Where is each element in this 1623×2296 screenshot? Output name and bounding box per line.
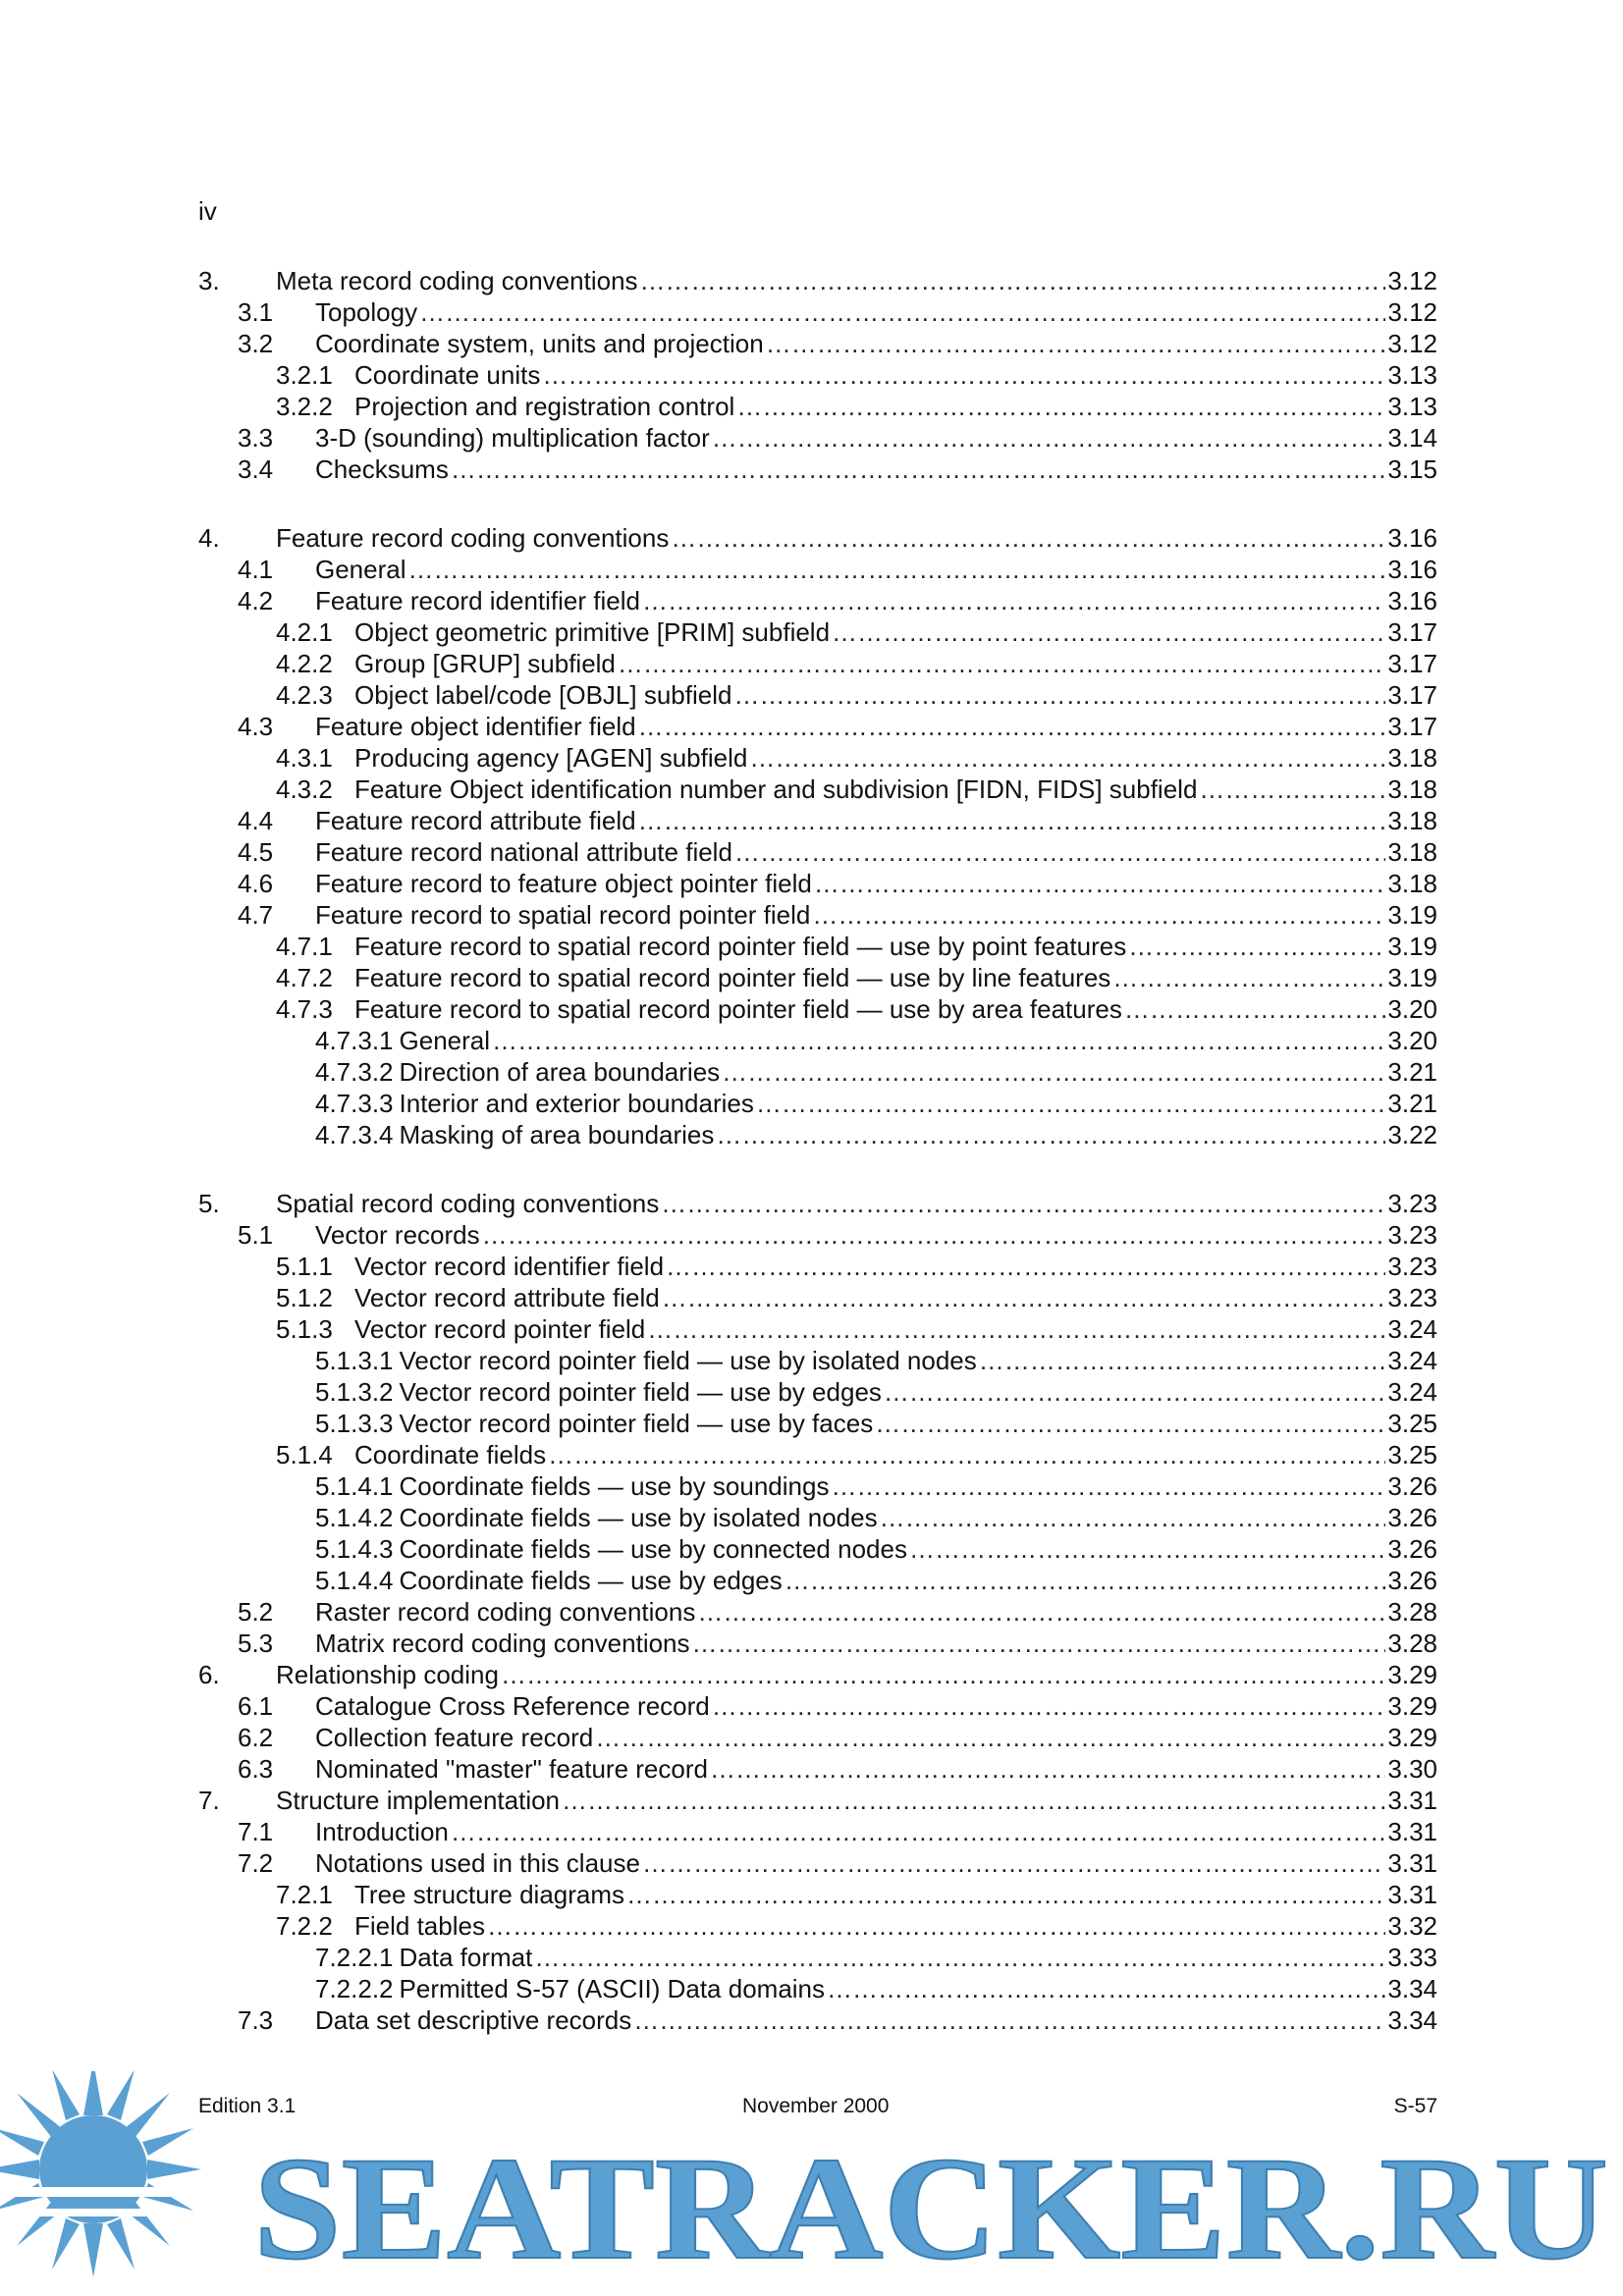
toc-entry[interactable] xyxy=(198,328,1437,359)
toc-entry[interactable] xyxy=(198,1219,1437,1251)
toc-entry[interactable] xyxy=(198,554,1437,585)
toc-entry-page: 3.33 xyxy=(1387,1943,1437,1972)
toc-dot-leader xyxy=(749,742,1385,774)
toc-entry[interactable] xyxy=(198,1879,1437,1910)
toc-entry-number: 3.3 xyxy=(238,423,274,453)
toc-entry[interactable] xyxy=(198,1376,1437,1408)
toc-entry-number: 4.3.2 xyxy=(276,774,333,804)
footer-date: November 2000 xyxy=(742,2095,890,2117)
toc-entry-number: 7.1 xyxy=(238,1817,274,1846)
toc-entry-title: Tree structure diagrams xyxy=(354,1880,625,1909)
toc-dot-leader xyxy=(618,648,1386,679)
toc-entry[interactable] xyxy=(198,1313,1437,1345)
toc-entry[interactable] xyxy=(198,1565,1437,1596)
toc-entry-title: Feature record to feature object pointer field xyxy=(315,869,812,898)
seatracker-watermark-logo xyxy=(0,2071,1623,2296)
toc-dot-leader xyxy=(712,1690,1386,1722)
toc-dot-leader xyxy=(419,296,1385,328)
toc-entry-number: 6.3 xyxy=(238,1754,274,1784)
toc-entry-title: Vector records xyxy=(315,1220,480,1250)
toc-entry-title: Feature record national attribute field xyxy=(315,837,732,867)
toc-entry-title: Field tables xyxy=(354,1911,485,1941)
toc-dot-leader xyxy=(710,1753,1385,1785)
toc-dot-leader xyxy=(827,1973,1385,2004)
toc-dot-leader xyxy=(548,1439,1385,1470)
toc-entry-number: 5.1.4.3 xyxy=(315,1534,394,1564)
toc-entry[interactable] xyxy=(198,679,1437,711)
toc-entry-page: 3.16 xyxy=(1387,586,1437,615)
toc-entry[interactable] xyxy=(198,1188,1437,1219)
toc-entry-title: Projection and registration control xyxy=(354,392,735,421)
toc-entry[interactable] xyxy=(198,1502,1437,1533)
toc-entry-number: 6.1 xyxy=(238,1691,274,1721)
toc-entry-page: 3.32 xyxy=(1387,1911,1437,1941)
toc-entry-title: Feature Object identification number and subdivision [FIDN, FIDS] subfield xyxy=(354,774,1198,804)
toc-entry-number: 5.1.3 xyxy=(276,1314,333,1344)
toc-entry-number: 5.1.1 xyxy=(276,1252,333,1281)
toc-entry-page: 3.12 xyxy=(1387,329,1437,358)
toc-entry[interactable] xyxy=(198,296,1437,328)
toc-entry-title: Checksums xyxy=(315,454,449,484)
toc-entry-page: 3.16 xyxy=(1387,523,1437,553)
toc-entry-title: Coordinate fields — use by soundings xyxy=(399,1471,830,1501)
toc-entry-title: Feature record coding conventions xyxy=(276,523,670,553)
footer-edition: Edition 3.1 xyxy=(198,2095,297,2117)
toc-entry[interactable] xyxy=(198,1659,1437,1690)
toc-dot-leader xyxy=(647,1313,1385,1345)
toc-entry[interactable] xyxy=(198,1056,1437,1088)
toc-entry-number: 4. xyxy=(198,523,220,553)
toc-entry-number: 4.2.2 xyxy=(276,649,333,678)
toc-entry-number: 4.2.1 xyxy=(276,617,333,647)
toc-entry-number: 3.1 xyxy=(238,297,274,327)
toc-entry-page: 3.23 xyxy=(1387,1283,1437,1312)
toc-entry[interactable] xyxy=(198,1785,1437,1816)
toc-entry-title: Feature record to spatial record pointer field — use by point features xyxy=(354,932,1127,961)
toc-dot-leader xyxy=(642,585,1385,616)
toc-dot-leader xyxy=(712,422,1386,454)
toc-entry-number: 4.1 xyxy=(238,555,274,584)
toc-dot-leader xyxy=(884,1376,1385,1408)
toc-dot-leader xyxy=(734,836,1385,868)
toc-entry-title: Coordinate system, units and projection xyxy=(315,329,764,358)
toc-entry-number: 3.2 xyxy=(238,329,274,358)
toc-entry-title: Topology xyxy=(315,297,418,327)
toc-dot-leader xyxy=(492,1025,1385,1056)
toc-dot-leader xyxy=(1199,774,1385,805)
toc-entry[interactable] xyxy=(198,1722,1437,1753)
toc-entry[interactable] xyxy=(198,1910,1437,1942)
toc-entry-title: Introduction xyxy=(315,1817,449,1846)
footer-standard: S-57 xyxy=(1393,2095,1437,2117)
toc-entry-number: 4.2.3 xyxy=(276,680,333,710)
toc-entry-title: Vector record attribute field xyxy=(354,1283,660,1312)
toc-entry-page: 3.24 xyxy=(1387,1377,1437,1407)
toc-dot-leader xyxy=(1112,962,1385,993)
toc-entry-number: 4.7.1 xyxy=(276,932,333,961)
toc-entry[interactable] xyxy=(198,774,1437,805)
toc-dot-leader xyxy=(633,2004,1385,2036)
toc-entry[interactable] xyxy=(198,931,1437,962)
toc-entry-title: Matrix record coding conventions xyxy=(315,1629,690,1658)
toc-entry-title: Vector record pointer field — use by edges xyxy=(399,1377,882,1407)
toc-entry-page: 3.26 xyxy=(1387,1534,1437,1564)
toc-entry-title: Coordinate fields — use by isolated nodes xyxy=(399,1503,878,1532)
toc-entry-number: 4.7 xyxy=(238,900,274,930)
toc-dot-leader xyxy=(716,1119,1385,1150)
toc-entry-number: 4.7.3.3 xyxy=(315,1089,394,1118)
toc-entry[interactable] xyxy=(198,805,1437,836)
toc-entry[interactable] xyxy=(198,1470,1437,1502)
toc-entry[interactable] xyxy=(198,711,1437,742)
toc-entry-page: 3.29 xyxy=(1387,1691,1437,1721)
toc-entry-title: Coordinate fields xyxy=(354,1440,547,1469)
toc-entry-page: 3.19 xyxy=(1387,963,1437,992)
toc-entry-number: 4.5 xyxy=(238,837,274,867)
toc-entry-page: 3.18 xyxy=(1387,774,1437,804)
toc-entry-title: Raster record coding conventions xyxy=(315,1597,696,1627)
toc-entry-page: 3.18 xyxy=(1387,869,1437,898)
toc-entry-page: 3.23 xyxy=(1387,1252,1437,1281)
toc-entry[interactable] xyxy=(198,1088,1437,1119)
toc-dot-leader xyxy=(662,1282,1386,1313)
toc-entry-page: 3.24 xyxy=(1387,1346,1437,1375)
toc-dot-leader xyxy=(595,1722,1385,1753)
toc-entry[interactable] xyxy=(198,1439,1437,1470)
toc-entry-page: 3.34 xyxy=(1387,2005,1437,2035)
toc-entry-page: 3.16 xyxy=(1387,555,1437,584)
toc-entry-page: 3.12 xyxy=(1387,266,1437,295)
toc-entry-page: 3.23 xyxy=(1387,1220,1437,1250)
toc-entry-number: 4.7.3.1 xyxy=(315,1026,394,1055)
toc-entry-title: Data format xyxy=(399,1943,533,1972)
toc-entry-page: 3.31 xyxy=(1387,1848,1437,1878)
toc-entry[interactable] xyxy=(198,1847,1437,1879)
toc-dot-leader xyxy=(766,328,1386,359)
toc-entry-title: 3-D (sounding) multiplication factor xyxy=(315,423,710,453)
toc-entry[interactable] xyxy=(198,836,1437,868)
toc-dot-leader xyxy=(875,1408,1385,1439)
toc-entry-page: 3.25 xyxy=(1387,1440,1437,1469)
toc-entry-page: 3.17 xyxy=(1387,617,1437,647)
toc-entry[interactable] xyxy=(198,1282,1437,1313)
toc-entry-page: 3.14 xyxy=(1387,423,1437,453)
toc-entry-page: 3.26 xyxy=(1387,1471,1437,1501)
toc-dot-leader xyxy=(831,1470,1385,1502)
toc-entry-number: 5.1.4.2 xyxy=(315,1503,394,1532)
toc-entry[interactable] xyxy=(198,1753,1437,1785)
toc-entry-number: 7.2.2.1 xyxy=(315,1943,394,1972)
toc-entry-title: Feature record to spatial record pointer field — use by area features xyxy=(354,994,1122,1024)
toc-dot-leader xyxy=(880,1502,1386,1533)
toc-dot-leader xyxy=(408,554,1386,585)
toc-entry-number: 7.2.2.2 xyxy=(315,1974,394,2003)
toc-dot-leader xyxy=(542,359,1385,391)
toc-entry-page: 3.18 xyxy=(1387,837,1437,867)
toc-entry-page: 3.18 xyxy=(1387,806,1437,835)
toc-dot-leader xyxy=(671,522,1385,554)
toc-dot-leader xyxy=(534,1942,1385,1973)
toc-entry-page: 3.18 xyxy=(1387,743,1437,773)
toc-entry[interactable] xyxy=(198,993,1437,1025)
watermark-text: SEATRACKER.RU xyxy=(253,2127,1608,2290)
toc-entry-title: Group [GRUP] subfield xyxy=(354,649,616,678)
toc-entry-page: 3.17 xyxy=(1387,712,1437,741)
toc-entry-page: 3.15 xyxy=(1387,454,1437,484)
toc-dot-leader xyxy=(451,454,1386,485)
toc-entry-number: 4.7.3.2 xyxy=(315,1057,394,1087)
toc-entry-title: Masking of area boundaries xyxy=(399,1120,715,1149)
toc-entry-number: 7. xyxy=(198,1786,220,1815)
toc-entry-title: Feature record attribute field xyxy=(315,806,636,835)
toc-entry-number: 3.2.1 xyxy=(276,360,333,390)
toc-entry-title: Feature record to spatial record pointer field — use by line features xyxy=(354,963,1111,992)
toc-entry[interactable] xyxy=(198,1816,1437,1847)
toc-entry-number: 7.2.2 xyxy=(276,1911,333,1941)
toc-entry-page: 3.28 xyxy=(1387,1629,1437,1658)
toc-entry-title: Direction of area boundaries xyxy=(399,1057,721,1087)
toc-entry-page: 3.29 xyxy=(1387,1723,1437,1752)
toc-entry-page: 3.22 xyxy=(1387,1120,1437,1149)
toc-entry-page: 3.28 xyxy=(1387,1597,1437,1627)
toc-dot-leader xyxy=(812,899,1385,931)
toc-entry[interactable] xyxy=(198,742,1437,774)
toc-entry-number: 7.3 xyxy=(238,2005,274,2035)
toc-entry[interactable] xyxy=(198,868,1437,899)
toc-entry[interactable] xyxy=(198,391,1437,422)
toc-entry[interactable] xyxy=(198,422,1437,454)
toc-dot-leader xyxy=(832,616,1385,648)
toc-entry-title: Vector record pointer field — use by isolated nodes xyxy=(399,1346,977,1375)
toc-entry-page: 3.26 xyxy=(1387,1566,1437,1595)
toc-entry-page: 3.23 xyxy=(1387,1189,1437,1218)
toc-dot-leader xyxy=(626,1879,1385,1910)
toc-entry-title: Data set descriptive records xyxy=(315,2005,632,2035)
toc-dot-leader xyxy=(784,1565,1386,1596)
toc-entry-number: 5.2 xyxy=(238,1597,274,1627)
toc-dot-leader xyxy=(642,1847,1385,1879)
toc-dot-leader xyxy=(1128,931,1385,962)
toc-entry-number: 5.1.2 xyxy=(276,1283,333,1312)
toc-dot-leader xyxy=(562,1785,1385,1816)
toc-dot-leader xyxy=(814,868,1386,899)
toc-dot-leader xyxy=(501,1659,1385,1690)
toc-entry[interactable] xyxy=(198,616,1437,648)
toc-entry-title: Coordinate units xyxy=(354,360,541,390)
toc-entry-title: Feature object identifier field xyxy=(315,712,636,741)
toc-entry-page: 3.17 xyxy=(1387,649,1437,678)
toc-entry-number: 4.3 xyxy=(238,712,274,741)
toc-entry-page: 3.30 xyxy=(1387,1754,1437,1784)
page-number: iv xyxy=(198,196,217,226)
toc-entry-number: 3.2.2 xyxy=(276,392,333,421)
toc-entry-title: Collection feature record xyxy=(315,1723,594,1752)
toc-entry-title: Nominated "master" feature record xyxy=(315,1754,708,1784)
toc-entry-title: Feature record to spatial record pointer field xyxy=(315,900,811,930)
toc-entry-title: General xyxy=(399,1026,491,1055)
toc-entry-page: 3.17 xyxy=(1387,680,1437,710)
toc-entry-number: 5. xyxy=(198,1189,220,1218)
toc-entry-number: 4.2 xyxy=(238,586,274,615)
toc-entry-title: Spatial record coding conventions xyxy=(276,1189,660,1218)
toc-entry-page: 3.31 xyxy=(1387,1817,1437,1846)
toc-dot-leader xyxy=(722,1056,1385,1088)
toc-entry[interactable] xyxy=(198,522,1437,554)
toc-entry[interactable] xyxy=(198,2004,1437,2036)
toc-dot-leader xyxy=(733,679,1385,711)
toc-entry-number: 5.1.3.2 xyxy=(315,1377,394,1407)
toc-entry-number: 5.1.4 xyxy=(276,1440,333,1469)
toc-entry-title: Vector record identifier field xyxy=(354,1252,665,1281)
toc-entry-number: 5.3 xyxy=(238,1629,274,1658)
toc-entry-number: 7.2.1 xyxy=(276,1880,333,1909)
toc-entry-number: 3.4 xyxy=(238,454,274,484)
toc-entry-number: 5.1.4.4 xyxy=(315,1566,394,1595)
toc-entry-page: 3.34 xyxy=(1387,1974,1437,2003)
toc-entry-page: 3.21 xyxy=(1387,1089,1437,1118)
toc-entry-title: Relationship coding xyxy=(276,1660,499,1689)
toc-entry-page: 3.26 xyxy=(1387,1503,1437,1532)
toc-dot-leader xyxy=(979,1345,1386,1376)
toc-entry[interactable] xyxy=(198,648,1437,679)
toc-entry-title: Catalogue Cross Reference record xyxy=(315,1691,710,1721)
toc-entry-number: 5.1.4.1 xyxy=(315,1471,394,1501)
toc-entry-page: 3.21 xyxy=(1387,1057,1437,1087)
toc-dot-leader xyxy=(1124,993,1386,1025)
toc-entry-title: Vector record pointer field — use by faces xyxy=(399,1409,874,1438)
toc-dot-leader xyxy=(451,1816,1386,1847)
toc-entry-page: 3.24 xyxy=(1387,1314,1437,1344)
toc-entry-number: 5.1.3.3 xyxy=(315,1409,394,1438)
toc-entry-title: Structure implementation xyxy=(276,1786,561,1815)
toc-entry-page: 3.31 xyxy=(1387,1786,1437,1815)
toc-entry[interactable] xyxy=(198,454,1437,485)
toc-entry-number: 5.1.3.1 xyxy=(315,1346,394,1375)
toc-entry[interactable] xyxy=(198,359,1437,391)
toc-dot-leader xyxy=(666,1251,1385,1282)
toc-dot-leader xyxy=(638,805,1386,836)
toc-entry-title: Object label/code [OBJL] subfield xyxy=(354,680,732,710)
toc-entry-page: 3.29 xyxy=(1387,1660,1437,1689)
toc-entry[interactable] xyxy=(198,1628,1437,1659)
toc-entry-page: 3.12 xyxy=(1387,297,1437,327)
toc-section xyxy=(198,265,1437,485)
toc-entry-number: 4.7.3 xyxy=(276,994,333,1024)
toc-entry-number: 4.7.3.4 xyxy=(315,1120,394,1149)
toc-entry-number: 7.2 xyxy=(238,1848,274,1878)
toc-entry-number: 3. xyxy=(198,266,220,295)
table-of-contents xyxy=(198,265,1437,2036)
toc-entry-number: 4.4 xyxy=(238,806,274,835)
toc-entry[interactable] xyxy=(198,265,1437,296)
toc-entry-number: 5.1 xyxy=(238,1220,274,1250)
toc-dot-leader xyxy=(692,1628,1386,1659)
toc-entry-title: Permitted S-57 (ASCII) Data domains xyxy=(399,1974,826,2003)
toc-entry[interactable] xyxy=(198,1973,1437,2004)
toc-entry-title: Object geometric primitive [PRIM] subfield xyxy=(354,617,831,647)
toc-dot-leader xyxy=(697,1596,1385,1628)
toc-dot-leader xyxy=(756,1088,1386,1119)
toc-entry[interactable] xyxy=(198,1942,1437,1973)
toc-entry-number: 4.6 xyxy=(238,869,274,898)
toc-entry[interactable] xyxy=(198,585,1437,616)
toc-entry[interactable] xyxy=(198,962,1437,993)
toc-entry[interactable] xyxy=(198,899,1437,931)
toc-entry-page: 3.13 xyxy=(1387,360,1437,390)
toc-entry-title: General xyxy=(315,555,406,584)
toc-entry-title: Interior and exterior boundaries xyxy=(399,1089,754,1118)
toc-entry-page: 3.19 xyxy=(1387,932,1437,961)
toc-entry[interactable] xyxy=(198,1119,1437,1150)
toc-entry-number: 6.2 xyxy=(238,1723,274,1752)
toc-entry-page: 3.19 xyxy=(1387,900,1437,930)
toc-entry-title: Coordinate fields — use by edges xyxy=(399,1566,783,1595)
toc-dot-leader xyxy=(736,391,1385,422)
toc-dot-leader xyxy=(909,1533,1385,1565)
toc-entry[interactable] xyxy=(198,1025,1437,1056)
toc-entry-page: 3.20 xyxy=(1387,1026,1437,1055)
toc-entry-number: 6. xyxy=(198,1660,220,1689)
toc-entry-page: 3.13 xyxy=(1387,392,1437,421)
toc-entry-title: Vector record pointer field xyxy=(354,1314,646,1344)
toc-entry[interactable] xyxy=(198,1690,1437,1722)
sun-burst-icon xyxy=(0,2071,201,2277)
toc-dot-leader xyxy=(482,1219,1386,1251)
toc-entry[interactable] xyxy=(198,1345,1437,1376)
toc-entry-number: 4.3.1 xyxy=(276,743,333,773)
toc-entry-title: Feature record identifier field xyxy=(315,586,640,615)
toc-section xyxy=(198,1188,1437,2036)
toc-dot-leader xyxy=(640,265,1386,296)
toc-entry-title: Notations used in this clause xyxy=(315,1848,640,1878)
toc-entry[interactable] xyxy=(198,1596,1437,1628)
toc-entry-page: 3.20 xyxy=(1387,994,1437,1024)
toc-entry-title: Coordinate fields — use by connected nodes xyxy=(399,1534,907,1564)
toc-dot-leader xyxy=(638,711,1386,742)
toc-entry[interactable] xyxy=(198,1251,1437,1282)
toc-dot-leader xyxy=(661,1188,1385,1219)
toc-entry-page: 3.25 xyxy=(1387,1409,1437,1438)
toc-entry[interactable] xyxy=(198,1408,1437,1439)
toc-entry-title: Producing agency [AGEN] subfield xyxy=(354,743,748,773)
toc-entry-page: 3.31 xyxy=(1387,1880,1437,1909)
toc-section xyxy=(198,522,1437,1150)
toc-entry[interactable] xyxy=(198,1533,1437,1565)
toc-entry-title: Meta record coding conventions xyxy=(276,266,638,295)
toc-dot-leader xyxy=(487,1910,1385,1942)
toc-entry-number: 4.7.2 xyxy=(276,963,333,992)
